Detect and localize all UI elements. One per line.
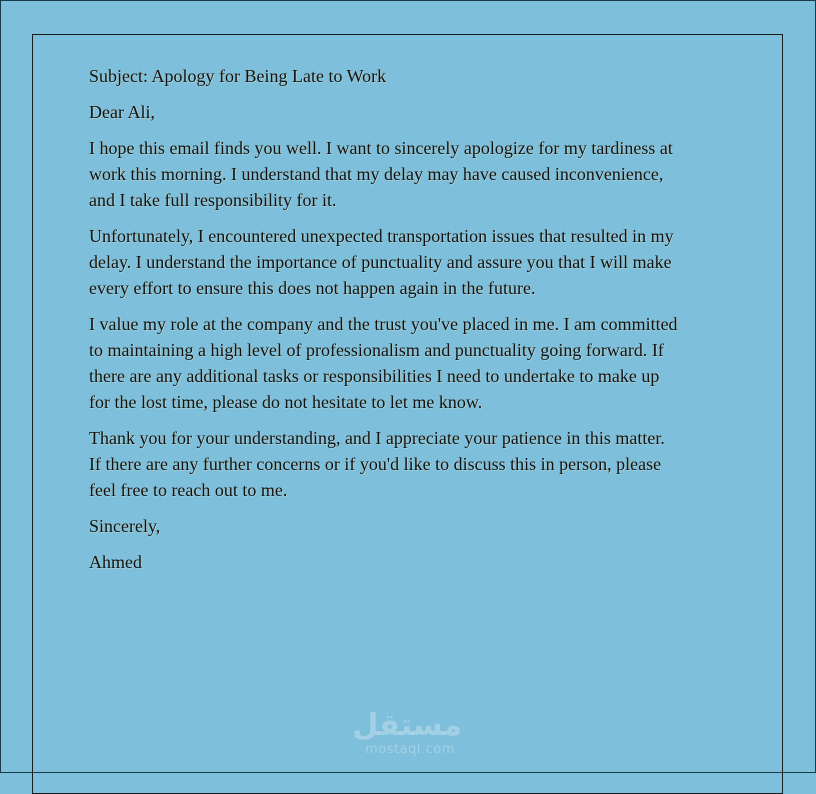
watermark — [352, 708, 462, 761]
letter-closing: Sincerely, — [89, 516, 161, 536]
letter-subject: Subject: Apology for Being Late to Work — [89, 66, 387, 86]
letter-paragraph: Unfortunately, I encountered unexpected transportation issues that resulted in my delay. I understand the importance of punctuality and assure you that I will make every effort to ensure this does not happen again in the future. — [89, 226, 674, 298]
watermark-domain: mostaql.com — [365, 742, 455, 757]
letter-greeting: Dear Ali, — [89, 102, 155, 122]
letter-paragraph: I value my role at the company and the trust you've placed in me. I am committed to maintaining a high level of professionalism and punctuality going forward. If there are any additional tasks or responsibilities I need to undertake to make up for the lost time, please do not hesitate to let me know. — [89, 314, 678, 412]
letter-paragraph: Thank you for your understanding, and I appreciate your patience in this matter. If there are any further concerns or if you'd like to discuss this in person, please feel free to reach out to me. — [89, 428, 665, 500]
letter-body — [89, 63, 679, 585]
letter-signature: Ahmed — [89, 552, 142, 572]
watermark-logo: مستقل — [352, 708, 462, 743]
letter-paragraph: I hope this email finds you well. I want to sincerely apologize for my tardiness at work this morning. I understand that my delay may have caused inconvenience, and I take full responsibility for it. — [89, 138, 673, 210]
